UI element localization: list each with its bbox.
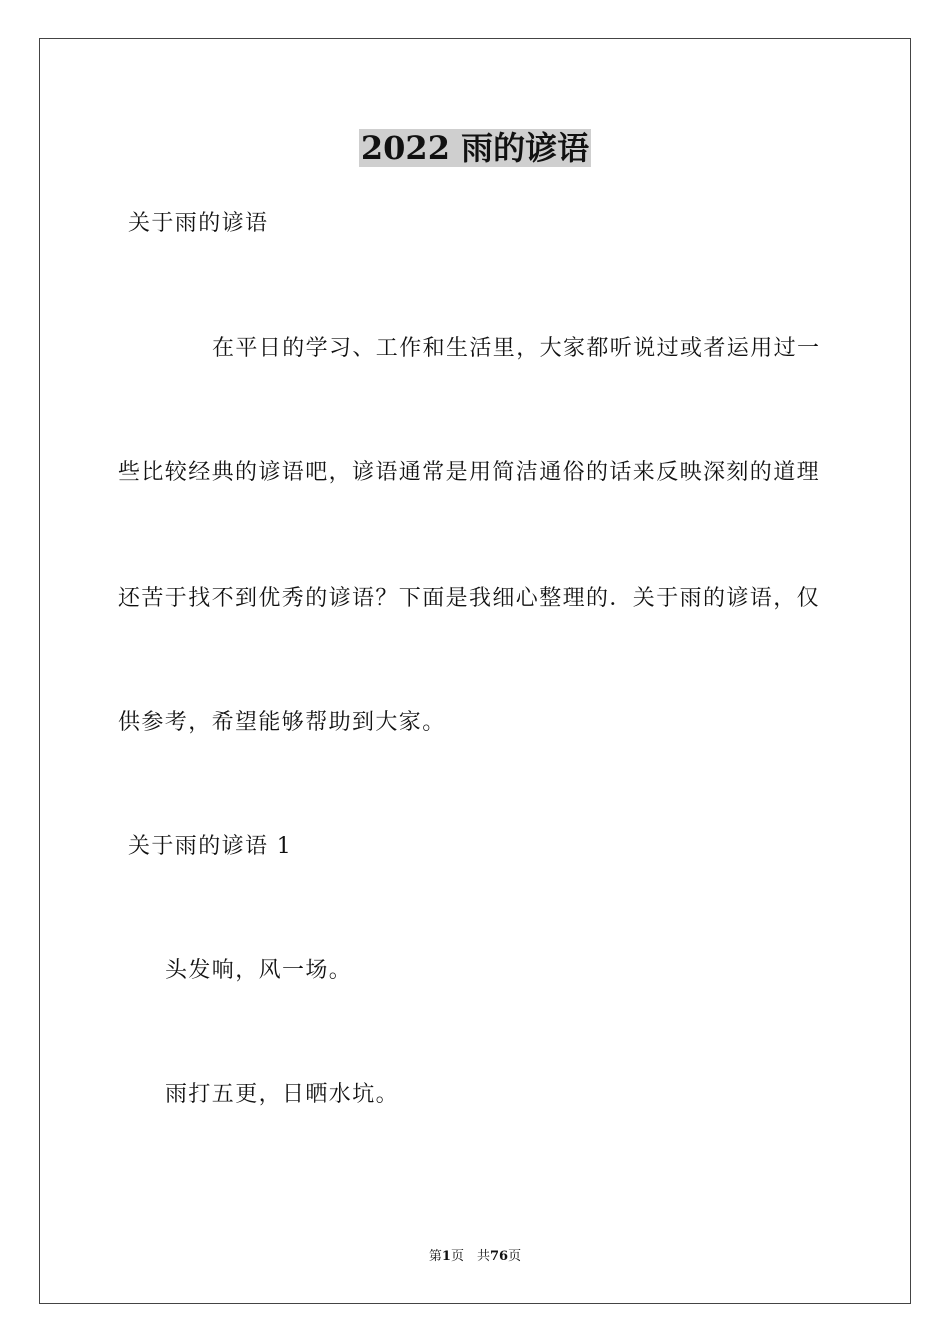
subtitle: 关于雨的谚语 [128,211,269,236]
footer-page-current: 1 [441,1249,451,1264]
proverb-2: 雨打五更，日晒水坑。 [165,1082,400,1107]
section-heading: 关于雨的谚语 1 [128,834,293,859]
page-footer [0,1248,950,1266]
footer-prefix: 第 [428,1249,442,1264]
footer-page-total: 76 [489,1249,509,1264]
document-title [0,128,950,168]
footer-mid: 页 共 [450,1249,490,1264]
intro-line-4: 供参考，希望能够帮助到大家。 [118,710,446,735]
intro-line-3: 还苦于找不到优秀的谚语？下面是我细心整理的．关于雨的谚语，仅 [118,586,821,611]
proverb-1: 头发响，风一场。 [165,958,353,983]
footer-suffix: 页 [508,1249,522,1264]
document-title-text: 2022 雨的谚语 [360,129,590,167]
intro-line-2: 些比较经典的谚语吧，谚语通常是用简洁通俗的话来反映深刻的道理 [118,460,821,485]
intro-line-1: 在平日的学习、工作和生活里，大家都听说过或者运用过一 [212,336,821,361]
